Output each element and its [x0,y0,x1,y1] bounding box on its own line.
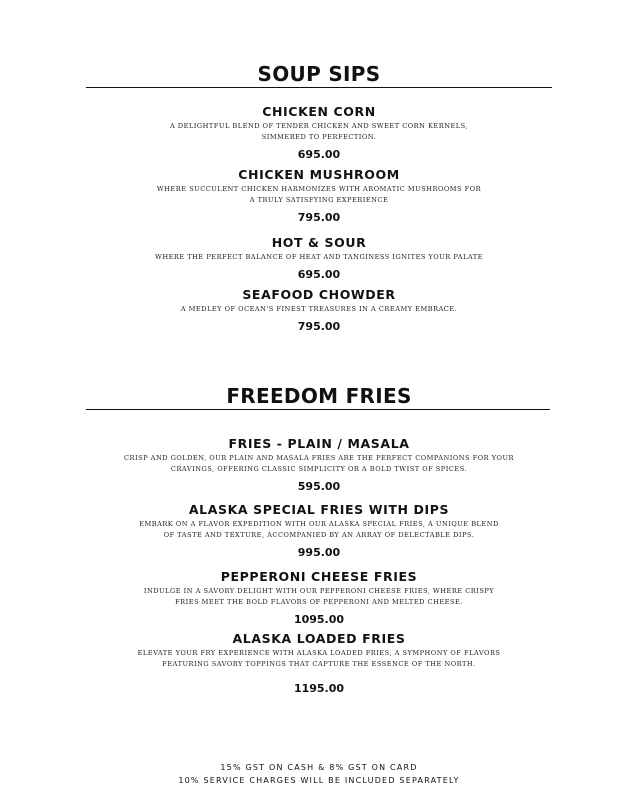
item-name: FRIES - PLAIN / MASALA [228,436,410,451]
footer-tax-note: 15% GST ON CASH & 8% GST ON CARD [220,763,418,772]
menu-item-pepperoni-cheese-fries [0,569,638,627]
item-price: 995.00 [297,546,341,559]
item-description-line: WHERE THE PERFECT BALANCE OF HEAT AND TANGINESS IGNITES YOUR PALATE [155,253,483,261]
item-description-line: A MEDLEY OF OCEAN'S FINEST TREASURES IN A CREAMY EMBRACE. [180,305,458,313]
item-name: ALASKA LOADED FRIES [232,631,406,646]
item-price: 795.00 [297,211,341,224]
item-description-line: FEATURING SAVORY TOPPINGS THAT CAPTURE THE ESSENCE OF THE NORTH. [162,660,476,668]
menu-item-hot-sour [0,235,638,282]
section-title-soup: SOUP SIPS [257,62,381,86]
item-price: 795.00 [297,320,341,333]
item-description-line: WHERE SUCCULENT CHICKEN HARMONIZES WITH AROMATIC MUSHROOMS FOR [156,185,482,193]
item-price: 595.00 [297,480,341,493]
menu-item-alaska-special-fries [0,502,638,560]
menu-item-chicken-corn [0,104,638,162]
item-description-line: A DELIGHTFUL BLEND OF TENDER CHICKEN AND SWEET CORN KERNELS, [169,122,469,130]
item-description-line: CRAVINGS, OFFERING CLASSIC SIMPLICITY OR A BOLD TWIST OF SPICES. [170,465,468,473]
section-divider-fries [86,409,550,410]
item-description-line: ELEVATE YOUR FRY EXPERIENCE WITH ALASKA LOADED FRIES, A SYMPHONY OF FLAVORS [137,649,501,657]
item-description-line: EMBARK ON A FLAVOR EXPEDITION WITH OUR ALASKA SPECIAL FRIES, A UNIQUE BLEND [139,520,499,528]
menu-item-seafood-chowder [0,287,638,334]
item-price: 695.00 [297,268,341,281]
section-title-fries: FREEDOM FRIES [226,384,412,408]
item-name: CHICKEN CORN [262,104,376,119]
footer-service-charge-note: 10% SERVICE CHARGES WILL BE INCLUDED SEPARATELY [178,776,460,785]
item-price: 695.00 [297,148,341,161]
section-divider-soup [86,87,552,88]
item-description-line: CRISP AND GOLDEN, OUR PLAIN AND MASALA FRIES ARE THE PERFECT COMPANIONS FOR YOUR [124,454,514,462]
item-name: SEAFOOD CHOWDER [242,287,396,302]
menu-item-alaska-loaded-fries [0,631,638,696]
item-price: 1195.00 [293,682,345,695]
item-name: PEPPERONI CHEESE FRIES [220,569,418,584]
menu-item-fries-plain-masala [0,436,638,494]
item-price: 1095.00 [293,613,345,626]
menu-item-chicken-mushroom [0,167,638,225]
item-name: ALASKA SPECIAL FRIES WITH DIPS [188,502,450,517]
item-description-line: A TRULY SATISFYING EXPERIENCE [249,196,389,204]
item-name: CHICKEN MUSHROOM [238,167,400,182]
item-description-line: INDULGE IN A SAVORY DELIGHT WITH OUR PEPPERONI CHEESE FRIES, WHERE CRISPY [143,587,495,595]
item-description-line: FRIES MEET THE BOLD FLAVORS OF PEPPERONI AND MELTED CHEESE. [175,598,463,606]
item-description-line: SIMMERED TO PERFECTION. [261,133,377,141]
item-description-line: OF TASTE AND TEXTURE, ACCOMPANIED BY AN ARRAY OF DELECTABLE DIPS. [163,531,475,539]
item-name: HOT & SOUR [271,235,367,250]
